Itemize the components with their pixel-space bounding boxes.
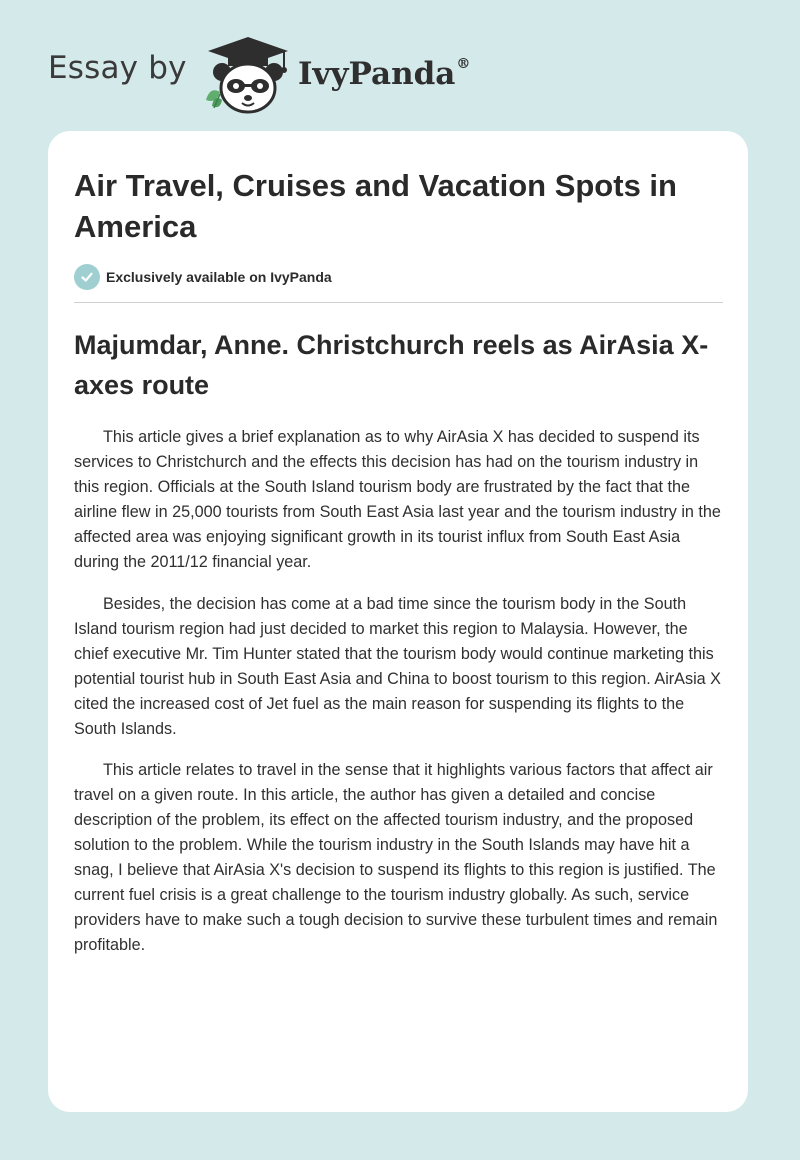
paragraph: This article relates to travel in the sense that it highlights various factors that affect air travel on a given route. In this article, the author has given a detailed and concise description of the problem, its effect on the affected tourism industry, and the proposed solution to the problem. While the tourism industry in the South Islands may have hit a snag, I believe that AirAsia X's decision to suspend its flights to this region is justified. The current fuel crisis is a great challenge to the tourism industry globally. As such, service providers have to make such a tough decision to survive these turbulent times and remain profitable. xyxy=(74,761,718,954)
site-header xyxy=(0,0,800,120)
divider xyxy=(74,302,723,303)
article-card xyxy=(48,131,748,1112)
check-icon xyxy=(74,264,100,290)
registered-mark: ® xyxy=(456,56,471,72)
section-title: Majumdar, Anne. Christchurch reels as AirAsia X-axes route xyxy=(74,330,709,400)
paragraph: This article gives a brief explanation as to why AirAsia X has decided to suspend its services to Christchurch and the effects this decision has had on the tourism industry in this region. Officials at the South Island tourism body are frustrated by the fact that the airline flew in 25,000 tourists from South East Asia last year and the tourism industry in the affected area was enjoying significant growth in its tourist influx from South East Asia during the 2011/12 financial year. xyxy=(74,428,721,571)
article-body xyxy=(74,425,724,975)
exclusive-badge xyxy=(74,264,332,290)
page-title: Air Travel, Cruises and Vacation Spots in America xyxy=(74,168,677,244)
badge-label: Exclusively available on IvyPanda xyxy=(106,269,332,285)
paragraph: Besides, the decision has come at a bad time since the tourism body in the South Island tourism region had just decided to market this region to Malaysia. However, the chief executive Mr. Tim Hunter stated that the tourism body would continue marketing this potential tourist hub in South East Asia and China to boost tourism to this region. AirAsia X cited the increased cost of Jet fuel as the main reason for suspending its flights to the South Islands. xyxy=(74,594,721,738)
brand-name-text: IvyPanda xyxy=(298,56,456,92)
brand-name[interactable] xyxy=(298,56,470,92)
essay-by-label: Essay by xyxy=(48,50,187,86)
panda-graduation-cap-icon[interactable] xyxy=(200,34,296,114)
